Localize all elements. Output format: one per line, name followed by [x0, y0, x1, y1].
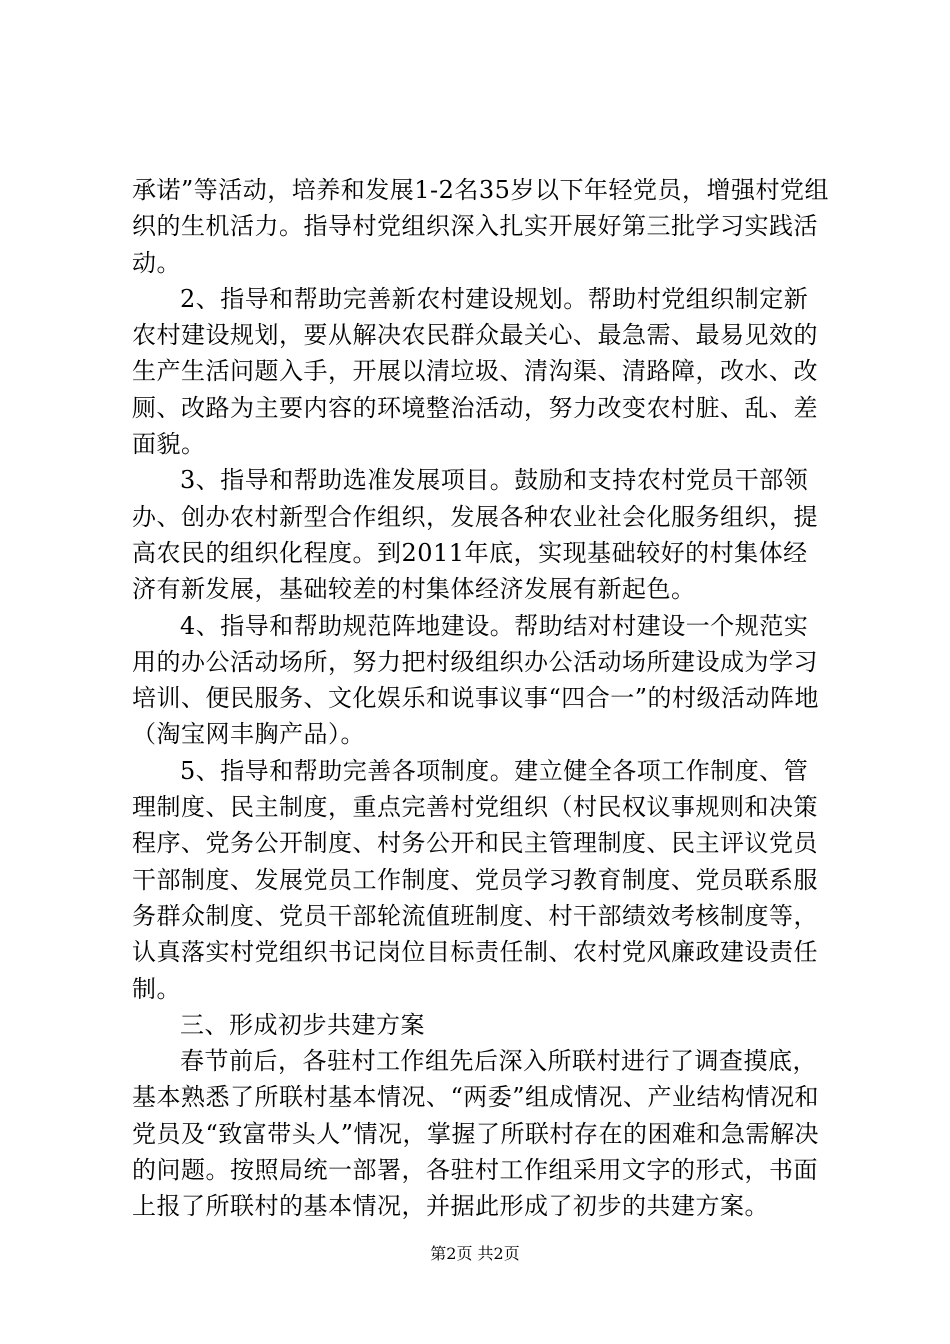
- paragraph-item-3: 3、指导和帮助选准发展项目。鼓励和支持农村党员干部领办、创办农村新型合作组织，发展各种农业社会化服务组织，提高农民的组织化程度。到2011年底，实现基础较好的村集体经济有新发展，基础较差的村集体经济发展有新起色。: [132, 466, 818, 604]
- paragraph-continuation: 承诺”等活动，培养和发展1-2名35岁以下年轻党员，增强村党组织的生机活力。指导村党组织深入扎实开展好第三批学习实践活动。: [132, 176, 829, 277]
- paragraph-section-body: 春节前后，各驻村工作组先后深入所联村进行了调查摸底，基本熟悉了所联村基本情况、“两委”组成情况、产业结构情况和党员及“致富带头人”情况，掌握了所联村存在的困难和急需解决的问题。按照局统一部署，各驻村工作组采用文字的形式，书面上报了所联村的基本情况，并据此形成了初步的共建方案。: [132, 1047, 820, 1221]
- paragraph-item-5: 5、指导和帮助完善各项制度。建立健全各项工作制度、管理制度、民主制度，重点完善村党组织（村民权议事规则和决策程序、党务公开制度、村务公开和民主管理制度、民主评议党员干部制度、发展党员工作制度、党员学习教育制度、党员联系服务群众制度、党员干部轮流值班制度、村干部绩效考核制度等，认真落实村党组织书记岗位目标责任制、农村党风廉政建设责任制。: [132, 756, 818, 1003]
- paragraph-item-4: 4、指导和帮助规范阵地建设。帮助结对村建设一个规范实用的办公活动场所，努力把村级组织办公活动场所建设成为学习培训、便民服务、文化娱乐和说事议事“四合一”的村级活动阵地（淘宝网丰胸产品）。: [132, 611, 820, 749]
- page-number-footer: 第2页 共2页: [430, 1244, 520, 1263]
- section-heading: 三、形成初步共建方案: [180, 1010, 425, 1039]
- document-body: [132, 172, 832, 1225]
- paragraph-item-2: 2、指导和帮助完善新农村建设规划。帮助村党组织制定新农村建设规划，要从解决农民群众最关心、最急需、最易见效的生产生活问题入手，开展以清垃圾、清沟渠、清路障，改水、改厕、改路为主要内容的环境整治活动，努力改变农村脏、乱、差面貌。: [132, 284, 818, 459]
